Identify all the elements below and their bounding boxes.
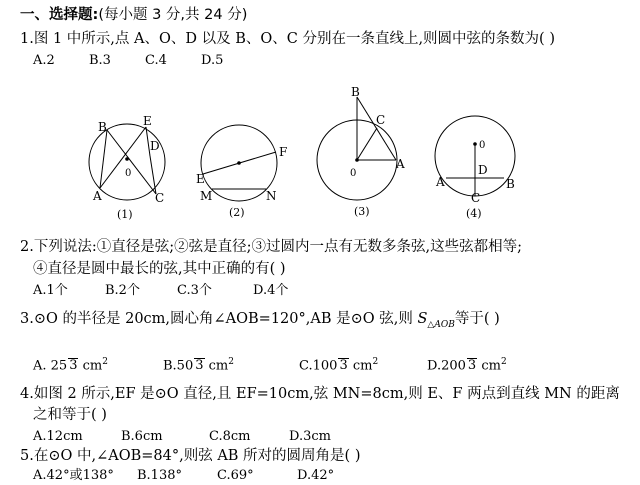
q4-option-b: B.6cm	[121, 429, 163, 444]
q2-option-d: D.4个	[253, 283, 289, 298]
q3-option-d-exp: 2	[500, 357, 507, 367]
question-4-options	[33, 428, 331, 446]
q3-option-a-unit: cm	[82, 358, 103, 374]
fig4-label-o: 0	[479, 140, 486, 151]
fig3-caption: (3)	[354, 205, 370, 218]
fig2-label-e: E	[196, 172, 205, 186]
question-1-options	[33, 52, 223, 70]
q1-option-c: C.4	[145, 53, 167, 68]
q5-option-a: A.42°或138°	[33, 468, 114, 483]
fig1-label-b: B	[98, 120, 107, 134]
fig4-label-b: B	[506, 177, 515, 191]
question-2-line-1: 2.下列说法:①直径是弦;②弦是直径;③过圆内一点有无数多条弦,这些弦都相等;	[20, 239, 522, 255]
question-2-line-2: ④直径是圆中最长的弦,其中正确的有( )	[33, 261, 286, 277]
q4-option-d: D.3cm	[289, 429, 331, 444]
section-title: 一、选择题:	[20, 7, 99, 23]
q3-option-c-radicand: 3	[339, 358, 348, 374]
q3-option-c-exp: 2	[372, 357, 379, 367]
question-4-line-2: 之和等于( )	[33, 407, 107, 423]
q3-option-b-sqrt	[194, 358, 204, 373]
q3-option-b-exp: 2	[228, 357, 234, 367]
fig4-label-a: A	[436, 175, 445, 189]
question-2-options	[33, 282, 288, 300]
q3-option-d-radicand: 3	[467, 358, 477, 374]
question-4-line-1: 4.如图 2 所示,EF 是⊙O 直径,且 EF=10cm,弦 MN=8cm,则 E、F 两点到直线 MN 的距离	[20, 386, 620, 402]
q3-option-c-sqrt	[338, 358, 348, 373]
question-5-text: 5.在⊙O 中,∠AOB=84°,则弦 AB 所对的圆周角是( )	[20, 448, 361, 464]
q3-option-d-sqrt	[467, 358, 477, 373]
q3-option-b-unit: cm	[208, 358, 229, 374]
question-3-options	[33, 353, 507, 375]
q3-option-a-exp: 2	[102, 357, 108, 367]
question-3-text	[20, 310, 500, 334]
fig3-label-c: C	[376, 113, 386, 127]
q3-option-b	[163, 353, 299, 375]
fig3-label-o: 0	[350, 168, 357, 179]
q3-option-d	[427, 353, 507, 375]
figure-2	[196, 125, 287, 219]
q1-option-d: D.5	[201, 53, 224, 68]
q5-option-b: B.138°	[137, 468, 182, 483]
q3-text-pre: 3.⊙O 的半径是 20cm,圆心角∠AOB=120°,AB 是⊙O 弦,则	[20, 311, 418, 327]
q3-area-subscript: △AOB	[427, 319, 455, 330]
fig1-label-o: 0	[125, 168, 132, 179]
question-1-text: 1.图 1 中所示,点 A、O、D 以及 B、O、C 分别在一条直线上,则圆中弦的条数为( )	[20, 31, 555, 47]
q3-option-c-unit: cm	[352, 358, 373, 374]
fig1-label-e: E	[143, 114, 152, 128]
figure-3	[317, 85, 405, 218]
question-5-options	[33, 467, 334, 485]
q3-option-b-prefix: B.50	[163, 358, 194, 374]
q3-option-a-prefix: A. 25	[33, 358, 68, 374]
section-heading	[20, 6, 247, 24]
figures-row	[0, 82, 640, 232]
figure-4	[435, 116, 515, 220]
fig4-label-c: C	[471, 191, 481, 205]
q3-area-symbol: S	[417, 311, 428, 327]
section-subtitle: (每小题 3 分,共 24 分)	[98, 7, 248, 23]
fig2-label-n: N	[266, 189, 277, 203]
q3-option-b-radicand: 3	[195, 358, 204, 374]
q2-option-c: C.3个	[177, 283, 212, 298]
q4-option-c: C.8cm	[209, 429, 251, 444]
q3-option-c	[299, 353, 427, 375]
q4-option-a: A.12cm	[33, 429, 83, 444]
q5-option-d: D.42°	[297, 468, 335, 483]
q1-option-a: A.2	[33, 53, 55, 68]
q1-option-b: B.3	[89, 53, 111, 68]
fig1-label-a: A	[93, 189, 102, 203]
figure-1	[89, 114, 165, 221]
fig3-label-b: B	[351, 85, 360, 99]
q3-option-d-unit: cm	[481, 358, 501, 374]
q3-option-c-prefix: C.100	[299, 358, 338, 374]
fig1-label-c: C	[155, 191, 165, 205]
fig2-caption: (2)	[229, 206, 245, 219]
q3-option-a	[33, 353, 163, 375]
q3-option-d-prefix: D.200	[427, 358, 466, 374]
q3-option-a-sqrt	[68, 358, 78, 373]
fig1-caption: (1)	[117, 208, 133, 221]
fig2-label-f: F	[279, 145, 288, 159]
q3-option-a-radicand: 3	[69, 358, 78, 374]
q2-option-a: A.1个	[33, 283, 68, 298]
q2-option-b: B.2个	[105, 283, 140, 298]
fig3-label-a: A	[396, 157, 405, 171]
fig1-label-d: D	[150, 139, 160, 153]
q3-text-post: 等于( )	[454, 311, 500, 327]
fig4-label-d: D	[478, 163, 488, 177]
fig2-label-m: M	[200, 189, 213, 203]
q5-option-c: C.69°	[217, 468, 254, 483]
fig4-caption: (4)	[466, 207, 482, 220]
